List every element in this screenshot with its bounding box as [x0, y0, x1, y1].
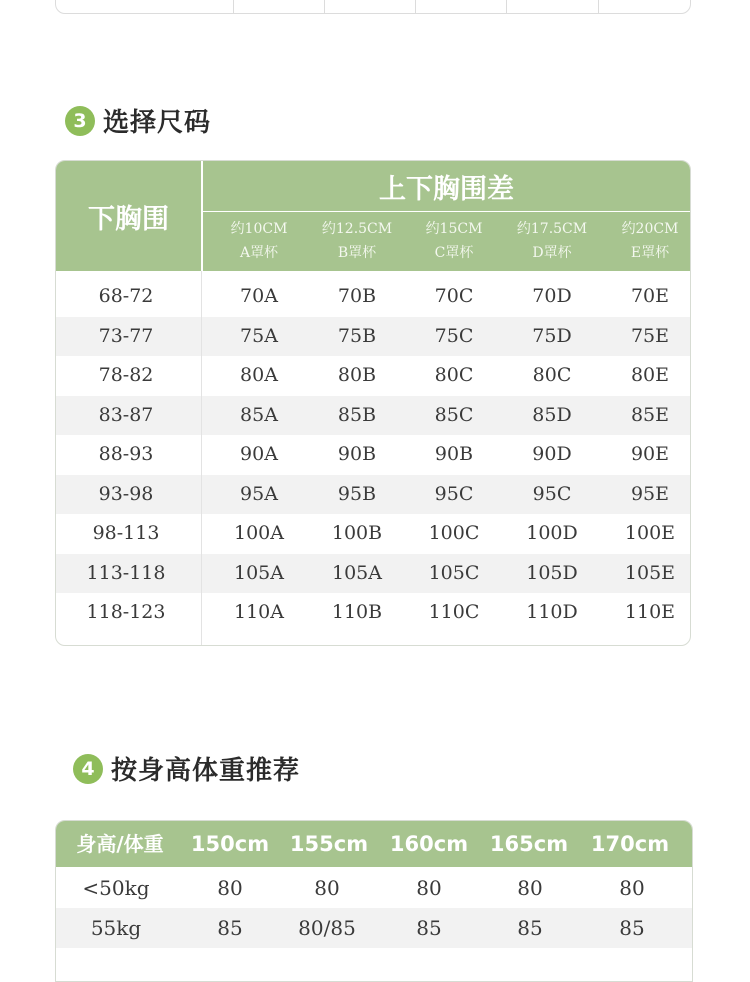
height-header: 165cm — [489, 832, 569, 856]
table-row — [56, 908, 692, 948]
size-cell: 70D — [532, 285, 572, 307]
size-cell: 85 — [416, 916, 442, 940]
size-cell: 100D — [526, 522, 578, 544]
size-cell: 110B — [331, 601, 383, 623]
bust-difference-header: 上下胸围差 — [379, 173, 514, 205]
cup-header — [503, 217, 601, 265]
section-title: 按身高体重推荐 — [111, 756, 301, 786]
height-weight-table — [55, 820, 693, 982]
size-cell: 75C — [434, 324, 474, 347]
size-cell: 80 — [314, 876, 340, 900]
size-cell: 95C — [434, 482, 474, 505]
section-number-badge: 3 — [65, 106, 95, 136]
size-cell: 90D — [532, 443, 572, 465]
weight-cell: <50kg — [82, 876, 150, 900]
corner-header: 身高/体重 — [76, 832, 164, 856]
size-cell: 95B — [337, 482, 377, 505]
band-cell: 98-113 — [92, 522, 160, 544]
band-cell: 73-77 — [98, 324, 154, 347]
size-cell: 90B — [434, 443, 474, 465]
size-cell: 85 — [217, 916, 243, 940]
section-title: 选择尺码 — [103, 108, 212, 138]
section-4-header — [73, 750, 300, 787]
table-row — [56, 435, 690, 475]
cup-difference: 约12.5CM — [321, 221, 393, 237]
table-row — [56, 356, 690, 396]
size-cell: 85C — [434, 403, 474, 426]
size-cell: 110A — [234, 601, 284, 623]
size-cell: 75B — [337, 324, 377, 347]
band-cell: 88-93 — [98, 443, 154, 465]
cup-label: A罩杯 — [239, 245, 279, 261]
size-cell: 100E — [624, 522, 676, 544]
size-cell: 80C — [434, 364, 474, 386]
size-cell: 105D — [526, 561, 578, 584]
size-cell: 80 — [217, 876, 243, 900]
size-cell: 70A — [240, 285, 278, 307]
size-cell: 105A — [332, 561, 382, 584]
column-divider — [415, 0, 416, 13]
size-cell: 110E — [624, 601, 676, 623]
column-divider — [324, 0, 325, 13]
table-row — [56, 277, 690, 317]
size-cell: 85D — [532, 403, 572, 426]
size-cell: 85E — [630, 403, 670, 426]
band-cell: 68-72 — [98, 285, 154, 307]
size-cell: 75A — [240, 324, 278, 347]
column-divider — [201, 271, 202, 645]
size-cell: 105A — [234, 561, 284, 584]
size-cell: 80/85 — [298, 916, 356, 940]
band-cell: 83-87 — [98, 403, 154, 426]
size-cell: 110D — [526, 601, 578, 623]
size-table — [55, 160, 691, 646]
size-cell: 85 — [619, 916, 645, 940]
size-cell: 75E — [630, 324, 670, 347]
size-cell: 100B — [331, 522, 383, 544]
band-cell: 113-118 — [86, 561, 166, 584]
size-cell: 80 — [416, 876, 442, 900]
table-row — [56, 317, 690, 357]
column-divider — [506, 0, 507, 13]
size-cell: 80B — [337, 364, 377, 386]
size-cell: 105E — [624, 561, 676, 584]
size-cell: 70B — [337, 285, 377, 307]
size-cell: 95E — [630, 482, 670, 505]
cup-header — [210, 217, 308, 265]
table-row — [56, 593, 690, 633]
size-cell: 80 — [619, 876, 645, 900]
size-cell: 70C — [434, 285, 474, 307]
size-cell: 80C — [532, 364, 572, 386]
size-cell: 75D — [532, 324, 572, 347]
cup-label: D罩杯 — [532, 245, 572, 261]
height-header: 160cm — [389, 832, 469, 856]
band-cell: 118-123 — [86, 601, 166, 623]
previous-table-fragment — [55, 0, 691, 14]
size-cell: 105C — [428, 561, 480, 584]
size-cell: 70E — [630, 285, 670, 307]
band-header: 下胸围 — [88, 203, 169, 235]
size-cell: 85A — [240, 403, 278, 426]
band-cell: 93-98 — [98, 482, 154, 505]
size-cell: 80 — [517, 876, 543, 900]
table-row — [56, 554, 690, 594]
cup-header — [405, 217, 503, 265]
height-header: 150cm — [190, 832, 270, 856]
size-cell: 95C — [532, 482, 572, 505]
size-cell: 80A — [240, 364, 278, 386]
band-cell: 78-82 — [98, 364, 154, 386]
size-cell: 110C — [428, 601, 480, 623]
cup-header — [601, 217, 691, 265]
cup-label: E罩杯 — [630, 245, 670, 261]
table-row — [56, 475, 690, 515]
table-row — [56, 514, 690, 554]
section-number-badge: 4 — [73, 754, 103, 784]
section-3-header — [65, 102, 211, 139]
cup-difference: 约15CM — [425, 221, 483, 237]
cup-difference: 约10CM — [230, 221, 288, 237]
cup-label: B罩杯 — [337, 245, 377, 261]
size-cell: 95A — [240, 482, 278, 505]
height-header: 155cm — [289, 832, 369, 856]
size-cell: 100C — [428, 522, 480, 544]
table-row — [56, 868, 692, 908]
size-table-header — [56, 161, 690, 271]
size-cell: 85B — [337, 403, 377, 426]
height-header: 170cm — [590, 832, 670, 856]
column-divider — [598, 0, 599, 13]
column-divider — [233, 0, 234, 13]
size-cell: 90E — [630, 443, 670, 465]
cup-difference: 约17.5CM — [516, 221, 588, 237]
cup-difference: 约20CM — [621, 221, 679, 237]
size-cell: 80E — [630, 364, 670, 386]
weight-cell: 55kg — [90, 916, 142, 940]
size-cell: 90A — [240, 443, 278, 465]
size-cell: 100A — [234, 522, 284, 544]
cup-label: C罩杯 — [434, 245, 474, 261]
size-cell: 90B — [337, 443, 377, 465]
height-weight-header — [56, 821, 692, 867]
size-cell: 85 — [517, 916, 543, 940]
header-divider — [203, 211, 690, 212]
table-row — [56, 396, 690, 436]
cup-header — [308, 217, 406, 265]
